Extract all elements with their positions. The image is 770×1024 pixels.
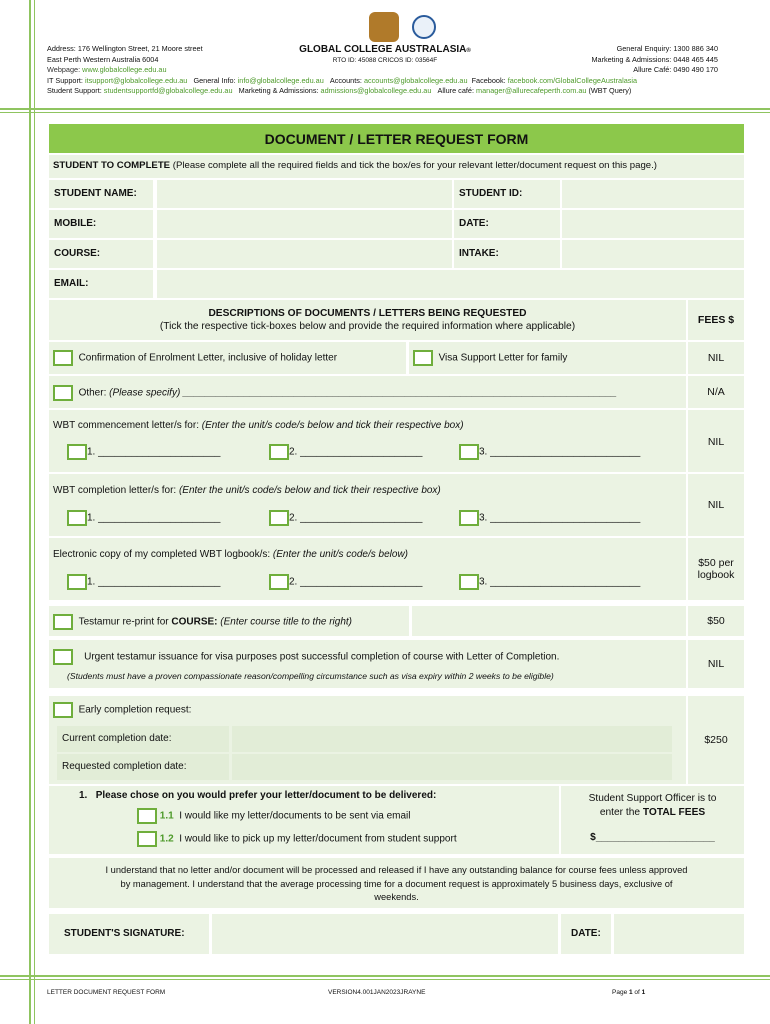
visa-row bbox=[409, 342, 686, 374]
registered-mark: ® bbox=[466, 48, 471, 54]
page-number: 1 bbox=[629, 989, 633, 996]
fee-testamur: $50 bbox=[688, 606, 744, 636]
intake-label: INTAKE: bbox=[454, 240, 560, 268]
phone-block bbox=[591, 44, 718, 76]
fee-other: N/A bbox=[688, 376, 744, 408]
enrolment-checkbox[interactable] bbox=[53, 350, 73, 366]
wbt-complete-slot-3[interactable]: 3. ___________________________ bbox=[479, 512, 641, 524]
marketing-email-link[interactable]: admissions@globalcollege.edu.au bbox=[320, 86, 432, 95]
date-label: DATE: bbox=[454, 210, 560, 238]
student-support-email-link[interactable]: studentsupportfd@globalcollege.edu.au bbox=[103, 86, 233, 95]
logbook-slot-2[interactable]: 2. ______________________ bbox=[289, 576, 423, 588]
wbt-commence-checkbox-3[interactable] bbox=[459, 444, 479, 460]
student-id-input[interactable] bbox=[562, 180, 744, 208]
testamur-row bbox=[49, 606, 409, 636]
wbt-commence-checkbox-2[interactable] bbox=[269, 444, 289, 460]
college-crest-logo bbox=[369, 12, 399, 42]
other-specify-field[interactable]: (Please specify) ______________________________________________________________________________ bbox=[109, 387, 617, 399]
declaration-line-2: by management. I understand that the average processing time for a document request is approximately 5 business days, exclusive of bbox=[120, 878, 673, 889]
logbook-note: (Enter the unit/s code/s below) bbox=[272, 549, 408, 560]
allure-label: Allure café: bbox=[437, 86, 477, 95]
course-label: COURSE: bbox=[49, 240, 153, 268]
urgent-checkbox[interactable] bbox=[53, 649, 73, 665]
fees-header: FEES $ bbox=[688, 300, 744, 340]
officer-note-2: enter the bbox=[599, 807, 643, 818]
logbook-slot-3[interactable]: 3. ___________________________ bbox=[479, 576, 641, 588]
testamur-course-input[interactable] bbox=[412, 606, 686, 636]
fee-logbook-line2: logbook bbox=[697, 569, 735, 581]
requested-date-input[interactable] bbox=[232, 754, 672, 780]
footer-form-name: LETTER DOCUMENT REQUEST FORM bbox=[47, 989, 166, 996]
enrolment-letter-label: Confirmation of Enrolment Letter, inclusive of holiday letter bbox=[78, 352, 338, 364]
accounts-email-link[interactable]: accounts@globalcollege.edu.au bbox=[363, 75, 468, 85]
wbt-complete-checkbox-2[interactable] bbox=[269, 510, 289, 526]
wbt-complete-slot-2[interactable]: 2. ______________________ bbox=[289, 512, 423, 524]
enrolment-row bbox=[49, 342, 406, 374]
descriptions-header bbox=[49, 300, 686, 340]
delivery-question: Please chose on you would prefer your letter/document to be delivered: bbox=[95, 790, 437, 801]
form-title: DOCUMENT / LETTER REQUEST FORM bbox=[49, 124, 744, 153]
wbt-complete-checkbox-1[interactable] bbox=[67, 510, 87, 526]
logbook-checkbox-2[interactable] bbox=[269, 574, 289, 590]
wbt-completion-note: (Enter the unit/s code/s below and tick their respective box) bbox=[178, 485, 441, 496]
allure-phone: Allure Café: 0490 490 170 bbox=[633, 65, 718, 74]
testamur-note: (Enter course title to the right) bbox=[217, 616, 353, 628]
email-input[interactable] bbox=[157, 270, 744, 298]
declaration-line-1: I understand that no letter and/or document will be processed and released if I have any outstanding balance for course fees unless approved bbox=[105, 865, 688, 875]
geninfo-label: General Info: bbox=[193, 75, 238, 85]
wbt-completion-row bbox=[49, 474, 686, 536]
visa-letter-label: Visa Support Letter for family bbox=[438, 352, 568, 364]
college-name: GLOBAL COLLEGE AUSTRALASIA bbox=[299, 44, 467, 55]
officer-note-1: Student Support Officer is to bbox=[588, 793, 717, 804]
footer-page bbox=[612, 989, 645, 996]
fee-early-completion: $250 bbox=[688, 696, 744, 784]
marketing-label: Marketing & Admissions: bbox=[238, 86, 321, 95]
urgent-label: Urgent testamur issuance for visa purposes post successful completion of course with Letter of Completion. bbox=[84, 651, 560, 663]
wbt-completion-label: WBT completion letter/s for: bbox=[53, 485, 179, 496]
declaration bbox=[49, 858, 744, 908]
urgent-note: (Students must have a proven compassionate reason/compelling circumstance such as visa expiry within 2 weeks to be eligible) bbox=[67, 671, 554, 681]
it-label: IT Support: bbox=[47, 75, 85, 85]
wbt-complete-slot-1[interactable]: 1. ______________________ bbox=[87, 512, 221, 524]
signature-label: STUDENT'S SIGNATURE: bbox=[49, 914, 209, 954]
logbook-checkbox-3[interactable] bbox=[459, 574, 479, 590]
wbt-commencement-note: (Enter the unit/s code/s below and tick their respective box) bbox=[201, 420, 464, 431]
mobile-input[interactable] bbox=[157, 210, 452, 238]
wbt-commence-slot-2[interactable]: 2. ______________________ bbox=[289, 446, 423, 458]
other-label: Other: bbox=[78, 387, 110, 399]
other-checkbox[interactable] bbox=[53, 385, 73, 401]
officer-fees-box bbox=[561, 786, 744, 854]
option-1-2-number: 1.2 bbox=[159, 833, 174, 845]
fee-wbt-completion: NIL bbox=[688, 474, 744, 536]
wbt-commencement-row bbox=[49, 410, 686, 472]
logbook-row bbox=[49, 538, 686, 600]
testamur-course-label: COURSE: bbox=[171, 616, 218, 628]
student-id-label: STUDENT ID: bbox=[454, 180, 560, 208]
current-date-label: Current completion date: bbox=[57, 726, 229, 752]
visa-letter-checkbox[interactable] bbox=[413, 350, 433, 366]
page-of: of bbox=[632, 989, 642, 996]
mobile-label: MOBILE: bbox=[49, 210, 153, 238]
student-name-input[interactable] bbox=[157, 180, 452, 208]
wbt-complete-checkbox-3[interactable] bbox=[459, 510, 479, 526]
early-completion-label: Early completion request: bbox=[78, 704, 192, 716]
course-input[interactable] bbox=[157, 240, 452, 268]
urgent-row bbox=[49, 640, 686, 688]
address-line-1: Address: 176 Wellington Street, 21 Moore street bbox=[47, 44, 203, 53]
intake-input[interactable] bbox=[562, 240, 744, 268]
delivery-number: 1. bbox=[79, 790, 88, 801]
fee-logbook-line1: $50 per bbox=[698, 557, 734, 569]
fee-urgent: NIL bbox=[688, 640, 744, 688]
general-enquiry: General Enquiry: 1300 886 340 bbox=[616, 44, 718, 53]
total-fees-label: TOTAL FEES bbox=[642, 807, 706, 818]
email-label: EMAIL: bbox=[49, 270, 153, 298]
other-row bbox=[49, 376, 686, 408]
facebook-link[interactable]: facebook.com/GlobalCollegeAustralasia bbox=[507, 75, 638, 85]
testamur-checkbox[interactable] bbox=[53, 614, 73, 630]
email-delivery-checkbox[interactable] bbox=[137, 808, 157, 824]
testamur-label: Testamur re-print for bbox=[78, 616, 172, 628]
email-delivery-label: I would like my letter/documents to be sent via email bbox=[179, 810, 411, 822]
early-completion-checkbox[interactable] bbox=[53, 702, 73, 718]
footer-version: VERSION4.001JAN2023JRAYNE bbox=[328, 989, 426, 996]
geninfo-email-link[interactable]: info@globalcollege.edu.au bbox=[237, 75, 324, 85]
webpage-label: Webpage: bbox=[47, 65, 83, 74]
total-fees-input[interactable]: $_____________________ bbox=[590, 832, 715, 843]
declaration-line-3: weekends. bbox=[374, 892, 419, 902]
webpage-link[interactable]: www.globalcollege.edu.au bbox=[82, 65, 167, 74]
early-completion-row bbox=[49, 696, 686, 784]
logbook-label: Electronic copy of my completed WBT logbook/s: bbox=[53, 549, 273, 560]
wbt-commencement-label: WBT commencement letter/s for: bbox=[53, 420, 202, 431]
accounts-label: Accounts: bbox=[329, 75, 364, 85]
wbt-query-note: (WBT Query) bbox=[588, 86, 632, 95]
student-name-label: STUDENT NAME: bbox=[49, 180, 153, 208]
pickup-checkbox[interactable] bbox=[137, 831, 157, 847]
student-support-label: Student Support: bbox=[47, 86, 104, 95]
marketing-phone: Marketing & Admissions: 0448 465 445 bbox=[591, 54, 718, 64]
student-to-complete: STUDENT TO COMPLETE bbox=[53, 160, 171, 171]
descriptions-title: DESCRIPTIONS OF DOCUMENTS / LETTERS BEING REQUESTED bbox=[208, 308, 527, 319]
signature-input[interactable] bbox=[212, 914, 558, 954]
date-input[interactable] bbox=[562, 210, 744, 238]
option-1-1-number: 1.1 bbox=[159, 810, 174, 822]
delivery-section bbox=[49, 786, 559, 854]
wbt-commence-checkbox-1[interactable] bbox=[67, 444, 87, 460]
rto-cricos: RTO ID: 45088 CRICOS ID: 03564F bbox=[332, 57, 438, 64]
wbt-commence-slot-1[interactable]: 1. ______________________ bbox=[87, 446, 221, 458]
address-line-2: East Perth Western Australia 6004 bbox=[47, 54, 159, 64]
current-date-input[interactable] bbox=[232, 726, 672, 752]
requested-date-label: Requested completion date: bbox=[57, 754, 229, 780]
logbook-slot-1[interactable]: 1. ______________________ bbox=[87, 576, 221, 588]
wbt-commence-slot-3[interactable]: 3. ___________________________ bbox=[479, 446, 641, 458]
signature-date-label: DATE: bbox=[561, 914, 611, 954]
allure-email-link[interactable]: manager@allurecafeperth.com.au bbox=[476, 86, 587, 95]
fee-logbook bbox=[688, 538, 744, 600]
letterhead bbox=[0, 0, 770, 110]
instructions-row bbox=[49, 155, 744, 178]
accreditation-seal-logo bbox=[412, 15, 436, 39]
descriptions-subtitle: (Tick the respective tick-boxes below and provide the required information where applicable) bbox=[159, 321, 576, 332]
pickup-label: I would like to pick up my letter/document from student support bbox=[179, 833, 457, 845]
page-total: 1 bbox=[641, 989, 646, 996]
it-email-link[interactable]: itsupport@globalcollege.edu.au bbox=[85, 75, 188, 85]
signature-date-input[interactable] bbox=[614, 914, 744, 954]
logbook-checkbox-1[interactable] bbox=[67, 574, 87, 590]
fee-enrolment: NIL bbox=[688, 342, 744, 374]
facebook-label: Facebook: bbox=[471, 75, 508, 85]
page-prefix: Page bbox=[612, 989, 629, 996]
instructions-text: (Please complete all the required fields and tick the box/es for your relevant letter/document request on this page.) bbox=[170, 160, 657, 171]
fee-wbt-commencement: NIL bbox=[688, 410, 744, 472]
